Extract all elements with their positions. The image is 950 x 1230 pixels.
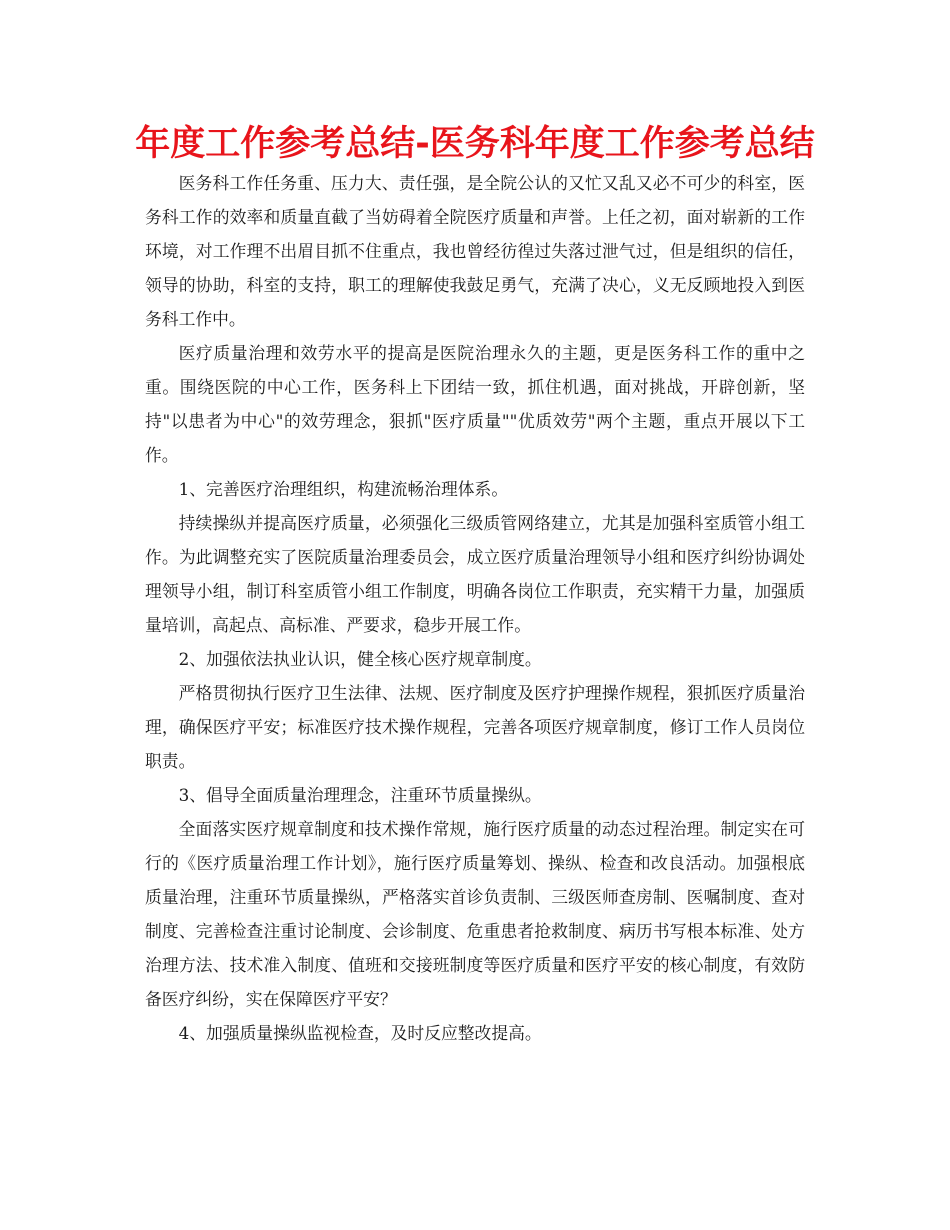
section-heading-3: 3、倡导全面质量治理理念，注重环节质量操纵。 — [178, 785, 542, 805]
section-heading-1: 1、完善医疗治理组织，构建流畅治理体系。 — [178, 479, 509, 499]
paragraph-intro: 医务科工作任务重、压力大、责任强，是全院公认的又忙又乱又必不可少的科室，医务科工作的效率和质量直截了当妨碍着全院医疗质量和声誉。上任之初，面对崭新的工作环境，对工作理不出眉目抓不住重点，我也曾经彷徨过失落过泄气过，但是组织的信任，领导的协助，科室的支持，职工的理解使我鼓足勇气，充满了决心，义无反顾地投入到医务科工作中。 — [145, 173, 805, 329]
paragraph-section-2: 严格贯彻执行医疗卫生法律、法规、医疗制度及医疗护理操作规程，狠抓医疗质量治理，确保医疗平安；标准医疗技术操作规程，完善各项医疗规章制度，修订工作人员岗位职责。 — [145, 683, 805, 771]
paragraph-quality-theme: 医疗质量治理和效劳水平的提高是医院治理永久的主题，更是医务科工作的重中之重。围绕医院的中心工作，医务科上下团结一致，抓住机遇，面对挑战，开辟创新，坚持"以患者为中心"的效劳理念，狠抓"医疗质量""优质效劳"两个主题，重点开展以下工作。 — [145, 343, 805, 465]
paragraph-section-3: 全面落实医疗规章制度和技术操作常规，施行医疗质量的动态过程治理。制定实在可行的《医疗质量治理工作计划》，施行医疗质量筹划、操纵、检查和改良活动。加强根底质量治理，注重环节质量操纵，严格落实首诊负责制、三级医师查房制、医嘱制度、查对制度、完善检查注重讨论制度、会诊制度、危重患者抢救制度、病历书写根本标准、处方治理方法、技术准入制度、值班和交接班制度等医疗质量和医疗平安的核心制度，有效防备医疗纠纷，实在保障医疗平安？ — [145, 819, 805, 1009]
section-heading-2: 2、加强依法执业认识，健全核心医疗规章制度。 — [178, 649, 542, 669]
document-title: 年度工作参考总结-医务科年度工作参考总结 — [135, 124, 815, 164]
paragraph-section-1: 持续操纵并提高医疗质量，必须强化三级质管网络建立，尤其是加强科室质管小组工作。为此调整充实了医院质量治理委员会，成立医疗质量治理领导小组和医疗纠纷协调处理领导小组，制订科室质管小组工作制度，明确各岗位工作职责，充实精干力量，加强质量培训，高起点、高标准、严要求，稳步开展工作。 — [145, 513, 805, 635]
section-heading-4: 4、加强质量操纵监视检查，及时反应整改提高。 — [178, 1023, 542, 1043]
document-body — [145, 166, 805, 1050]
